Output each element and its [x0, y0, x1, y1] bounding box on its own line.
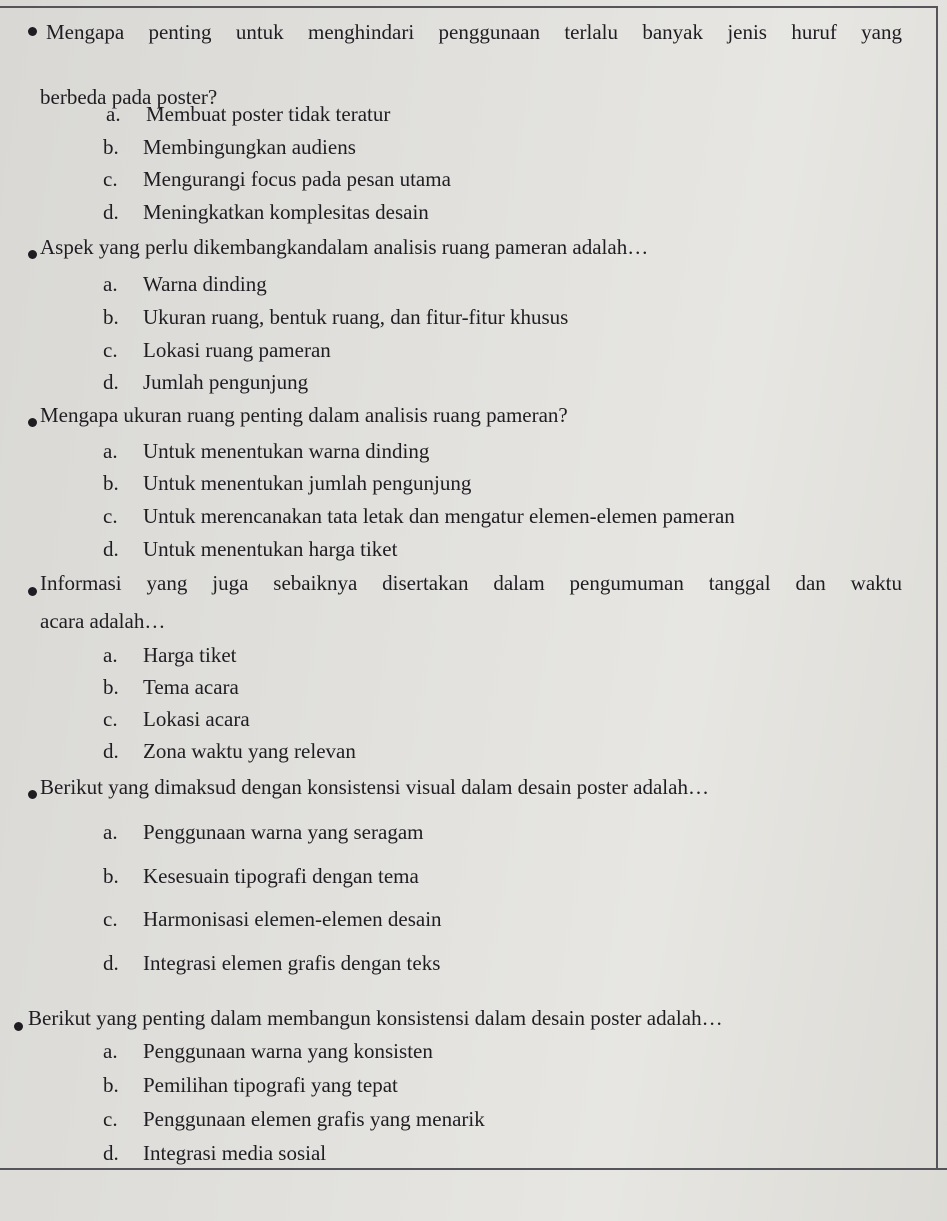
answer-option[interactable]: b. Tema acara [103, 675, 239, 699]
question-text-line: Berikut yang dimaksud dengan konsistensi visual dalam desain poster adalah… [40, 775, 709, 799]
question-text-line: Mengapa penting untuk menghindari penggunaan terlalu banyak jenis huruf yang [46, 20, 902, 44]
answer-option[interactable]: a. Penggunaan warna yang seragam [103, 820, 424, 844]
answer-option[interactable]: a. Harga tiket [103, 643, 237, 667]
bullet-icon [28, 418, 37, 427]
answer-option[interactable]: d. Integrasi media sosial [103, 1141, 327, 1165]
question-text-line: Informasi yang juga sebaiknya disertakan dalam pengumuman tanggal dan waktu [40, 571, 902, 595]
question-text-line: Mengapa ukuran ruang penting dalam analisis ruang pameran? [40, 403, 568, 427]
bullet-icon [28, 790, 37, 799]
answer-option[interactable]: c. Harmonisasi elemen-elemen desain [103, 907, 442, 931]
answer-option[interactable]: c. Untuk merencanakan tata letak dan mengatur elemen-elemen pameran [103, 504, 735, 528]
answer-option[interactable]: c. Penggunaan elemen grafis yang menarik [103, 1107, 485, 1131]
answer-option[interactable]: b. Untuk menentukan jumlah pengunjung [103, 471, 472, 495]
answer-option[interactable]: b. Membingungkan audiens [103, 135, 356, 159]
answer-option[interactable]: a. Warna dinding [103, 272, 267, 296]
bullet-icon [28, 27, 37, 36]
answer-option[interactable]: a. Membuat poster tidak teratur [106, 102, 391, 126]
answer-option[interactable]: c. Lokasi acara [103, 707, 250, 731]
answer-option[interactable]: d. Meningkatkan komplesitas desain [103, 200, 429, 224]
bullet-icon [14, 1022, 23, 1031]
answer-option[interactable]: b. Pemilihan tipografi yang tepat [103, 1073, 398, 1097]
answer-option[interactable]: a. Penggunaan warna yang konsisten [103, 1039, 433, 1063]
bullet-icon [28, 250, 37, 259]
question-text-line: Berikut yang penting dalam membangun konsistensi dalam desain poster adalah… [28, 1006, 723, 1030]
answer-option[interactable]: d. Jumlah pengunjung [103, 370, 309, 394]
answer-option[interactable]: c. Mengurangi focus pada pesan utama [103, 167, 451, 191]
answer-option[interactable]: d. Untuk menentukan harga tiket [103, 537, 398, 561]
answer-option[interactable]: d. Integrasi elemen grafis dengan teks [103, 951, 441, 975]
question-text-line: acara adalah… [40, 609, 166, 633]
answer-option[interactable]: b. Ukuran ruang, bentuk ruang, dan fitur-fitur khusus [103, 305, 569, 329]
question-text-line: berbeda pada poster? [40, 85, 218, 109]
answer-option[interactable]: a. Untuk menentukan warna dinding [103, 439, 430, 463]
answer-option[interactable]: d. Zona waktu yang relevan [103, 739, 356, 763]
bullet-icon [28, 587, 37, 596]
answer-option[interactable]: b. Kesesuain tipografi dengan tema [103, 864, 419, 888]
bottom-rule [0, 1168, 947, 1170]
question-text-line: Aspek yang perlu dikembangkandalam analisis ruang pameran adalah… [40, 235, 649, 259]
answer-option[interactable]: c. Lokasi ruang pameran [103, 338, 331, 362]
